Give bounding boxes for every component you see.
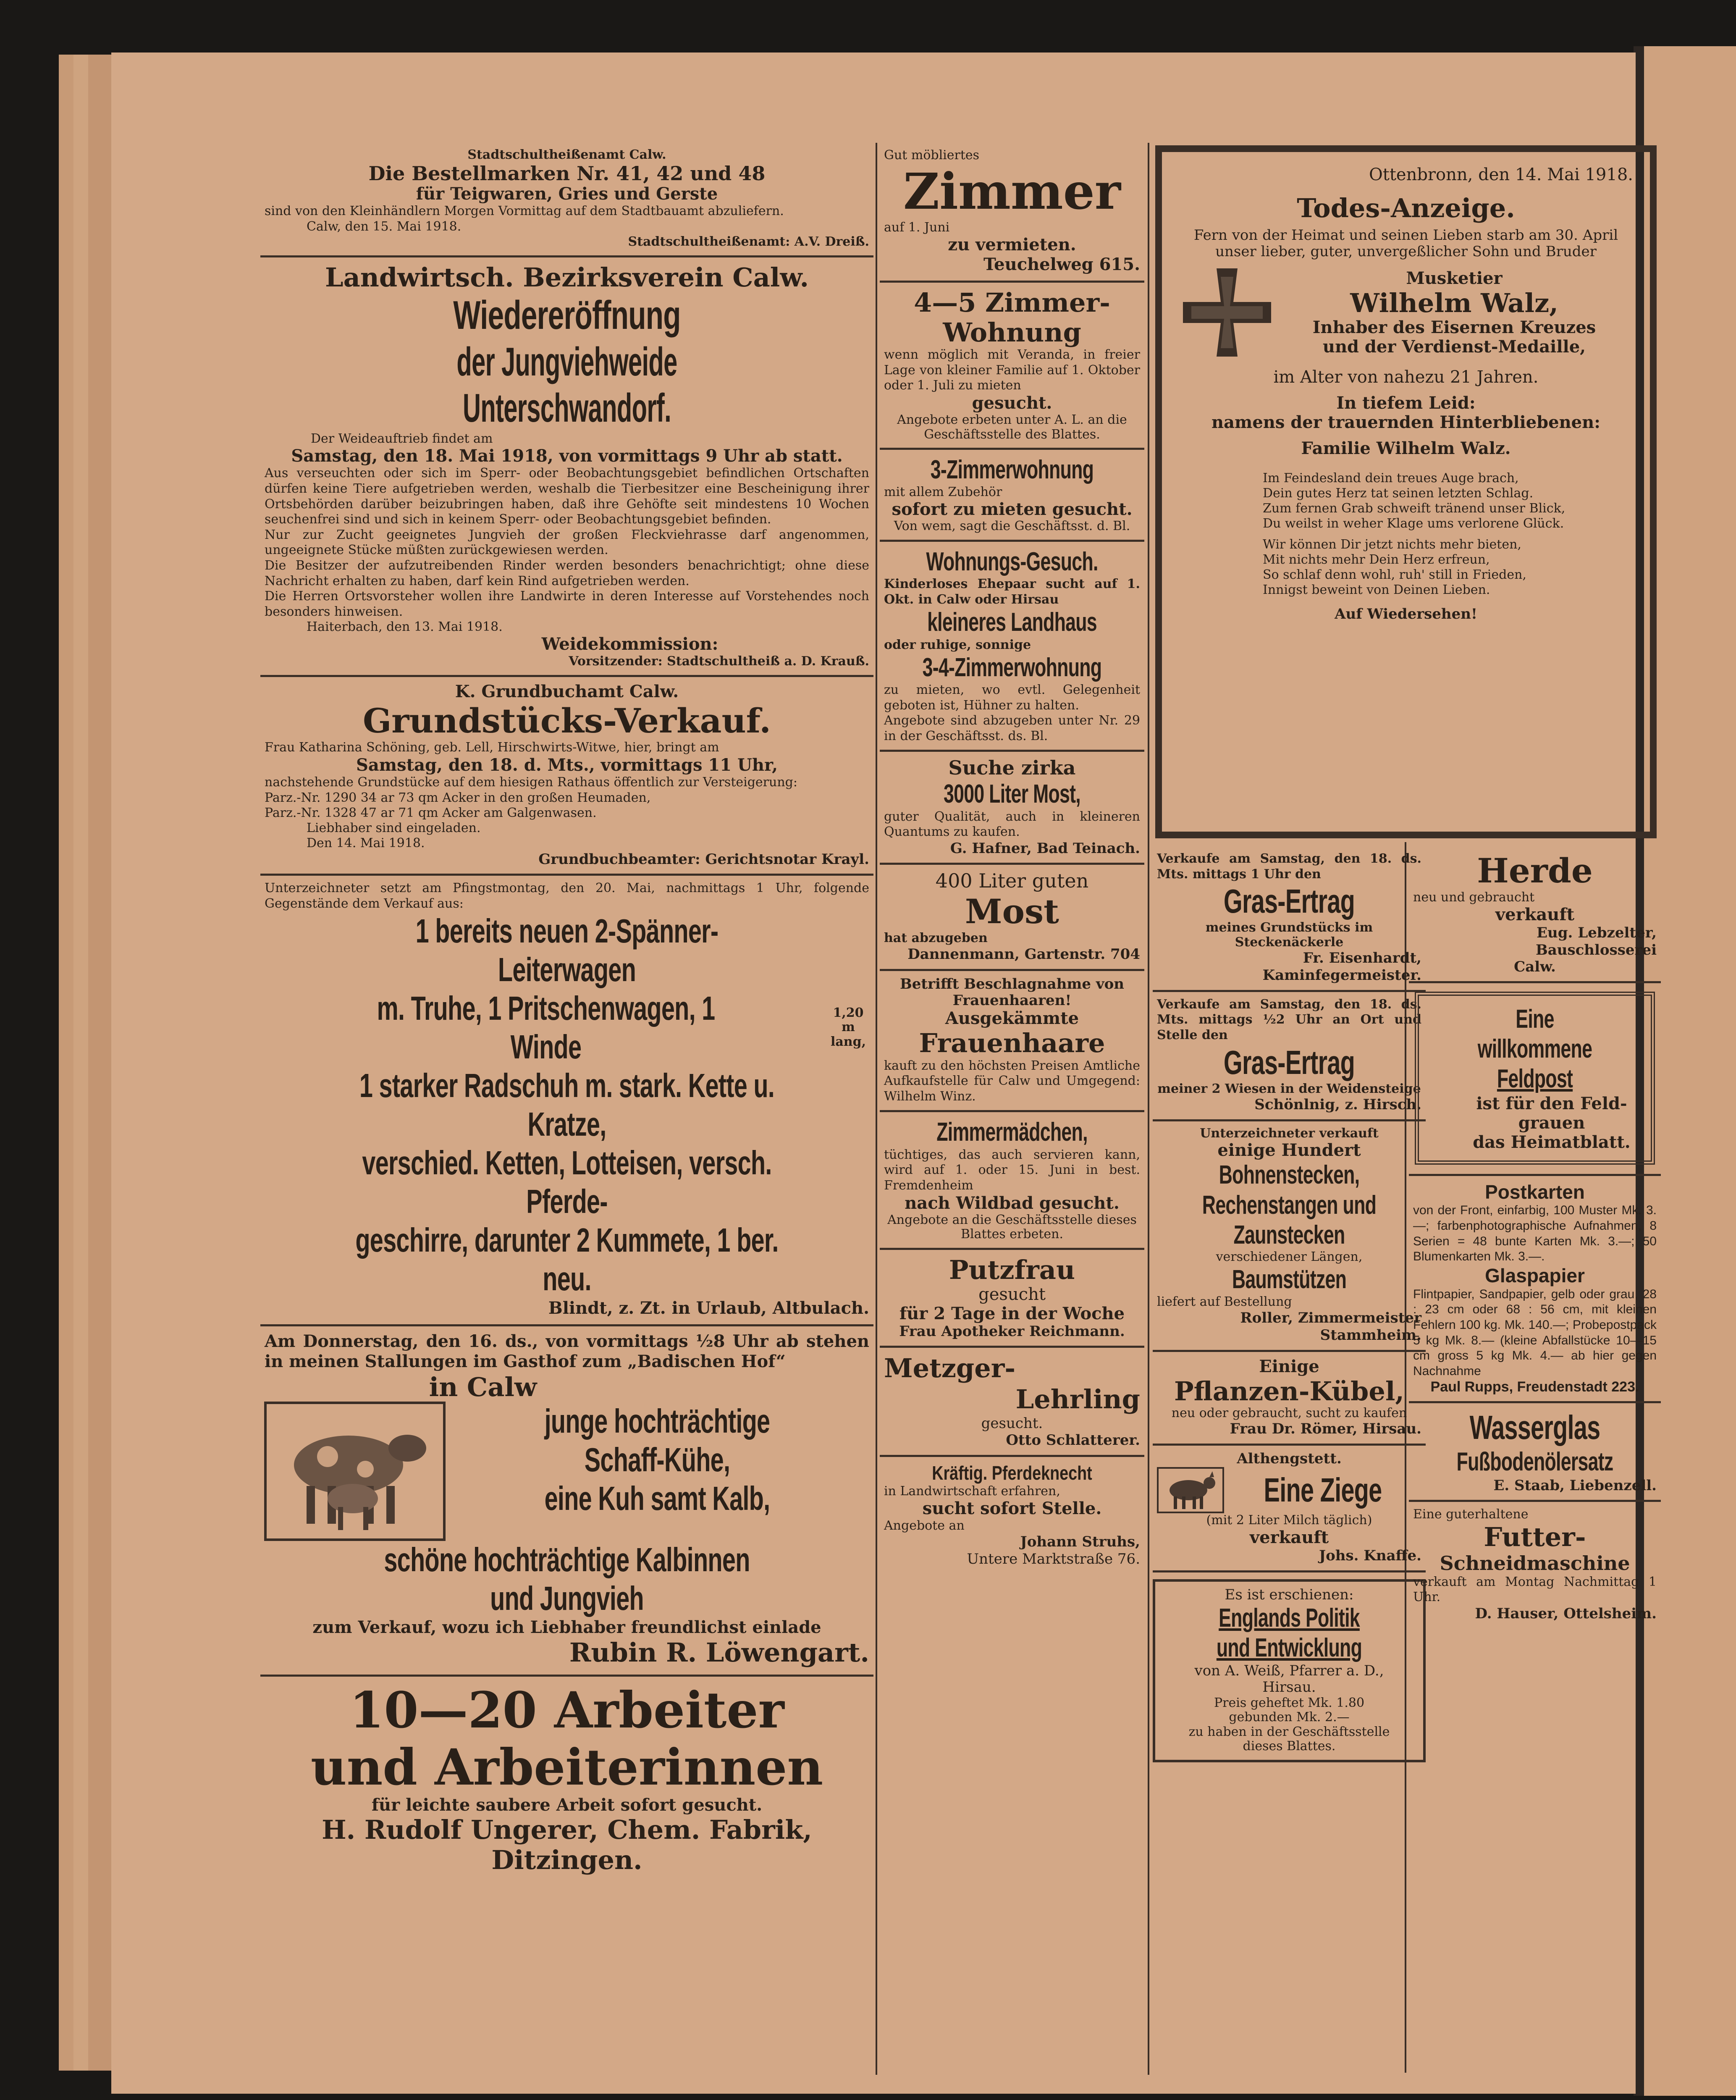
ad-title: Bohnenstecken, (1219, 1160, 1360, 1190)
ad-signature: Johs. Knaffe. (1319, 1547, 1421, 1564)
ad-text: Flintpapier, Sandpapier, gelb oder grau, 28 : 23 cm oder 68 : 56 cm, mit kleinen Fehlern 100 kg. Mk. 140.—; Probepostpack 5 kg Mk. 8.— (kleine Abfallstücke 10—15 cm gross 5 kg Mk. 4.— ab hier gegen Nachnahme (1413, 1287, 1657, 1378)
ad-cow-row (265, 1402, 869, 1541)
ad-text: Gut möbliertes (884, 148, 980, 163)
ad-text: verkauft (1495, 905, 1575, 924)
ad-signature: Calw. (1514, 958, 1556, 975)
ad-signature: Stadtschultheißenamt: A.V. Dreiß. (628, 234, 869, 249)
ad-most-angebot (880, 865, 1144, 971)
ad-item-line: 1 bereits neuen 2-Spänner-Leiterwagen (415, 912, 719, 988)
column-4 (1409, 846, 1661, 2085)
ad-title: Gras-Ertrag (1223, 1043, 1355, 1081)
ad-date-line: Samstag, den 18. d. Mts., vormittags 11 Uhr, (356, 755, 778, 775)
ad-text: sucht sofort Stelle. (922, 1499, 1102, 1519)
ad-3-zimmerwohnung (880, 450, 1144, 542)
ad-text: von A. Weiß, Pfarrer a. D., (1194, 1662, 1384, 1680)
ad-cow-text (445, 1402, 869, 1518)
death-family: Familie Wilhelm Walz. (1301, 438, 1511, 459)
ad-title: Schneidmaschine (1440, 1551, 1630, 1575)
ad-text: Nur zur Zucht geeignetes Jungvieh der großen Fleckviehrasse darf angenommen, ungeeignete Stücke müßten zurückgewiesen werden. (265, 527, 869, 558)
ad-signature: E. Staab, Liebenzell. (1493, 1477, 1657, 1494)
death-rank: Musketier (1406, 268, 1503, 288)
ad-text: Hirsau. (1262, 1679, 1316, 1696)
ad-title: Fußbodenölersatz (1456, 1447, 1613, 1477)
ad-text: Althengstett. (1237, 1450, 1342, 1467)
ad-gras-ertrag-2 (1153, 992, 1426, 1121)
ad-text: gebunden Mk. 2.— (1229, 1710, 1350, 1725)
goat-icon (1157, 1467, 1224, 1513)
ad-text: verkauft (1249, 1527, 1329, 1547)
ad-text: Unterzeichneter verkauft (1200, 1126, 1379, 1141)
ad-item-line: 1 starker Radschuh m. stark. Kette u. Kratze, (359, 1066, 775, 1143)
ad-text: das Heimatblatt. (1473, 1132, 1631, 1152)
ad-wohnungs-gesuch (880, 542, 1144, 752)
ad-header: Stadtschultheißenamt Calw. (467, 147, 666, 162)
ad-signature: Vorsitzender: Stadtschultheiß a. D. Krauß. (569, 654, 869, 669)
ad-item-line: in Calw (429, 1372, 537, 1403)
ad-text: Verkaufe am Samstag, den 18. ds. Mts. mittags ½2 Uhr an Ort und Stelle den (1157, 997, 1421, 1042)
ad-title: Zimmermädchen, (936, 1118, 1088, 1147)
ad-item-line: und Jungvieh (490, 1580, 644, 1617)
ad-title: Most (965, 892, 1059, 932)
ad-signature: Kaminfegermeister. (1262, 966, 1421, 984)
ad-title: Kräftig. Pferdeknecht (932, 1462, 1092, 1484)
ad-signature: Untere Marktstraße 76. (967, 1551, 1140, 1568)
ad-text: mit allem Zubehör (884, 485, 1002, 500)
ad-putzfrau (880, 1250, 1144, 1348)
ad-text: neu und gebraucht (1413, 890, 1535, 905)
ad-feldpost (1409, 983, 1661, 1176)
ad-title: Die Bestellmarken Nr. 41, 42 und 48 (368, 162, 766, 185)
ad-signature: Frau Dr. Römer, Hirsau. (1230, 1420, 1421, 1438)
ad-englands-politik (1153, 1579, 1426, 1762)
ad-header: K. Grundbuchamt Calw. (455, 682, 679, 702)
ad-vieh-verkauf (260, 1326, 873, 1677)
ad-item-line: geschirre, darunter 2 Kummete, 1 ber. neu. (355, 1221, 779, 1297)
ad-text: in Landwirtschaft erfahren, (884, 1484, 1060, 1499)
ad-grundstuecksverkauf (260, 677, 873, 876)
ad-bohnenstecken (1153, 1121, 1426, 1352)
ad-header: Landwirtsch. Bezirksverein Calw. (325, 262, 809, 293)
ad-signature: Paul Rupps, Freudenstadt 223. (1430, 1379, 1639, 1395)
ad-signature: Schönlnig, z. Hirsch. (1254, 1096, 1421, 1113)
death-date: Ottenbronn, den 14. Mai 1918. (1369, 165, 1633, 184)
ad-zimmermaedchen (880, 1112, 1144, 1250)
verse-line: Du weilst in weher Klage ums verlorene Glück. (1263, 516, 1564, 531)
ad-title: und Arbeiterinnen (310, 1738, 823, 1796)
ad-title: Rechenstangen und (1202, 1190, 1377, 1220)
ad-wohnung (880, 283, 1144, 450)
ad-signature: Otto Schlatterer. (1006, 1431, 1140, 1449)
death-closing: Auf Wiedersehen! (1335, 606, 1477, 623)
verse-line: So schlaf denn wohl, ruh' still in Frieden, (1263, 567, 1526, 583)
ad-title: Metzger- (884, 1352, 1016, 1383)
ad-title: Englands Politik (1219, 1603, 1360, 1633)
ad-signature: Rubin R. Löwengart. (569, 1637, 869, 1668)
ad-title: Wasserglas (1469, 1409, 1600, 1446)
ad-text: Kinderloses Ehepaar sucht auf 1. Okt. in Calw oder Hirsau (884, 577, 1140, 607)
ad-text: einige Hundert (1217, 1140, 1361, 1160)
ad-text: dieses Blattes. (1243, 1739, 1336, 1754)
ad-signature: Teuchelweg 615. (983, 254, 1140, 274)
ad-text: zum Verkauf, wozu ich Liebhaber freundlichst einlade (312, 1617, 821, 1638)
ad-pflanzen-kuebel (1153, 1352, 1426, 1446)
ad-item-line: eine Kuh samt Kalb, (544, 1480, 770, 1517)
ad-item-line: Schaff-Kühe, (584, 1441, 730, 1479)
ad-title: Herde (1477, 851, 1593, 890)
ad-ziege-row (1157, 1467, 1421, 1513)
ad-text: meines Grundstücks im Steckenäckerle (1205, 920, 1373, 950)
iron-cross-icon (1179, 264, 1275, 361)
ad-signature: Stammheim. (1320, 1326, 1421, 1344)
ad-text: hat abzugeben (884, 931, 988, 946)
ad-text: tüchtiges, das auch servieren kann, wird auf 1. oder 15. Juni in best. Fremdenheim (884, 1147, 1140, 1193)
ad-text: Die Besitzer der aufzutreibenden Rinder werden besonders benachrichtigt; ohne diese Nachricht erhalten zu haben, darf kein Rind aufgetrieben werden. (265, 558, 869, 588)
ad-text: grauen (1518, 1113, 1585, 1133)
ad-text: Einige (1259, 1356, 1319, 1376)
ad-futter-schneidmaschine (1409, 1502, 1661, 1628)
ad-text: zu vermieten. (948, 234, 1076, 255)
ad-text: von der Front, einfarbig, 100 Muster Mk. 3.—; farbenphotographische Aufnahmen, 8 Serien = 48 bunte Karten Mk. 3.—; 50 Blumenkarten Mk. 3.—. (1413, 1203, 1657, 1264)
ad-title: Gras-Ertrag (1223, 882, 1355, 920)
ad-wasserglas (1409, 1403, 1661, 1502)
ad-text: Angebote sind abzugeben unter Nr. 29 in der Geschäftsst. ds. Bl. (884, 713, 1140, 743)
ad-title: Glaspapier (1485, 1264, 1585, 1286)
column-rule (876, 143, 877, 2075)
ad-text: Frau Katharina Schöning, geb. Lell, Hirschwirts-Witwe, hier, bringt am (265, 740, 719, 755)
ad-text: Ausgekämmte (945, 1008, 1079, 1029)
column-3 (1153, 846, 1426, 2085)
ad-item-row (265, 989, 869, 1066)
ad-item-line: m. Truhe, 1 Pritschenwagen, 1 Winde (377, 989, 715, 1066)
column-rule (1148, 143, 1149, 2075)
verse-line: Dein gutes Herz tat seinen letzten Schlag. (1263, 486, 1534, 501)
verse-line: Wir können Dir jetzt nichts mehr bieten, (1263, 537, 1521, 552)
ad-text: nachstehende Grundstücke auf dem hiesigen Rathaus öffentlich zur Versteigerung: (265, 774, 797, 790)
ad-text: Parz.-Nr. 1328 47 ar 71 qm Acker am Galgenwasen. (265, 805, 597, 820)
ad-zimmer (880, 143, 1144, 283)
ad-text: meiner 2 Wiesen in der Weidensteige (1157, 1081, 1421, 1096)
ad-text: kauft zu den höchsten Preisen Amtliche Aufkaufstelle für Calw und Umgegend: Wilhelm Winz. (884, 1058, 1140, 1104)
ad-text: wenn möglich mit Veranda, in freier Lage von kleiner Familie auf 1. Oktober oder 1. Juli zu mieten (884, 347, 1140, 393)
death-title: Todes-Anzeige. (1297, 193, 1515, 223)
ad-title: Futter- (1484, 1522, 1586, 1553)
ad-text: Unterzeichneter setzt am Pfingstmontag, den 20. Mai, nachmittags 1 Uhr, folgende Gegenstände dem Verkauf aus: (265, 881, 869, 911)
ad-title: Wohnungs-Gesuch. (926, 547, 1098, 576)
ad-text: Von wem, sagt die Geschäftsst. d. Bl. (894, 519, 1130, 534)
ad-pferdeknecht (880, 1457, 1144, 1574)
ad-text: sind von den Kleinhändlern Morgen Vormittag auf dem Stadtbauamt abzuliefern. (265, 204, 784, 219)
ad-text: Am Donnerstag, den 16. ds., von vormittags ½8 Uhr ab stehen in meinen Stallungen im Gasthof zum „Badischen Hof“ (265, 1331, 869, 1372)
ad-text: Suche zirka (948, 756, 1076, 780)
ad-text: Liebhaber sind eingeladen. (307, 820, 481, 835)
verse-line: Im Feindesland dein treues Auge brach, (1263, 471, 1519, 486)
ad-title: Frauenhaare (919, 1028, 1105, 1059)
ad-title: Putzfrau (949, 1254, 1075, 1285)
ad-signature: H. Rudolf Ungerer, Chem. Fabrik, Ditzingen. (322, 1814, 812, 1875)
ad-signature: Eug. Lebzelter, Bauschlosserei (1535, 924, 1657, 958)
death-name-row (1179, 264, 1633, 361)
ad-text: Parz.-Nr. 1290 34 ar 73 qm Acker in den großen Heumaden, (265, 790, 651, 805)
ad-text: neu oder gebraucht, sucht zu kaufen (1171, 1405, 1407, 1420)
ad-text: Aus verseuchten oder sich im Sperr- oder Beobachtungsgebiet befindlichen Ortschaften dürfen keine Tiere aufgetrieben werden, weshalb die Tierbesitzer eine Bescheinigung ihrer Ortsbehörden darüber beizubringen haben, daß ihre Gehöfte seit mindestens 10 Wochen seuchenfrei sind und sich in keinem Sperr- oder Beobachtungsgebiet befinden. (265, 466, 869, 527)
ad-signature: Roller, Zimmermeister (1240, 1310, 1421, 1327)
ornament-frame (1415, 992, 1655, 1165)
death-notice-frame (1155, 145, 1657, 838)
ad-signature: Frau Apotheker Reichmann. (899, 1323, 1125, 1340)
verse-line: Innigst beweint von Deinen Lieben. (1263, 583, 1490, 598)
ad-title: Grundstücks-Verkauf. (362, 701, 771, 741)
ad-signature: Blindt, z. Zt. in Urlaub, Altbulach. (548, 1298, 869, 1318)
ad-arbeiter (260, 1677, 873, 1881)
ad-text: 400 Liter guten (935, 869, 1089, 892)
ad-title: 3-Zimmerwohnung (930, 455, 1094, 485)
ad-title: Zimmer (903, 162, 1121, 220)
ad-bestellmarken (260, 143, 873, 257)
ad-text: Preis geheftet Mk. 1.80 (1214, 1695, 1365, 1710)
ad-text: Betrifft Beschlagnahme von Frauenhaaren! (899, 976, 1125, 1009)
death-text: namens der trauernden Hinterbliebenen: (1212, 412, 1600, 433)
ad-title: Wohnung (943, 317, 1081, 348)
ad-title: Eine willkommene (1477, 1004, 1592, 1063)
death-name-block (1275, 269, 1633, 357)
ad-date-line: Samstag, den 18. Mai 1918, von vormittags 9 Uhr ab statt. (291, 446, 843, 466)
ad-title: Postkarten (1485, 1181, 1585, 1203)
ad-title: 10—20 Arbeiter (349, 1680, 784, 1739)
ad-signature: Fr. Eisenhardt, (1303, 950, 1421, 967)
ad-gras-ertrag-1 (1153, 846, 1426, 992)
ad-text: verkauft am Montag Nachmittag 1 Uhr. (1413, 1574, 1657, 1605)
verse-line: Mit nichts mehr Dein Herz erfreun, (1263, 552, 1490, 567)
ad-wagen-verkauf (260, 876, 873, 1326)
ad-text: zu mieten, wo evtl. Gelegenheit geboten ist, Hühner zu halten. (884, 682, 1140, 713)
column-2 (880, 143, 1144, 2092)
newspaper-page (111, 52, 1657, 2094)
ad-postkarten (1409, 1176, 1661, 1404)
ad-text: auf 1. Juni (884, 220, 950, 235)
ad-text: guter Qualität, auch in kleineren Quantums zu kaufen. (884, 809, 1140, 840)
ad-metzger-lehrling (880, 1348, 1144, 1457)
death-text: und der Verdienst-Medaille, (1322, 337, 1586, 357)
ad-title: 4—5 Zimmer- (914, 287, 1110, 318)
ad-title: Lehrling (1015, 1384, 1140, 1415)
ad-title: der Jungviehweide Unterschwandorf. (456, 339, 677, 431)
ad-title: und Entwicklung (1216, 1633, 1362, 1663)
ad-ziege (1153, 1446, 1426, 1572)
ad-title: kleineres Landhaus (927, 608, 1097, 637)
death-text: Inhaber des Eisernen Kreuzes (1312, 318, 1596, 338)
ad-text: Eine guterhaltene (1413, 1507, 1529, 1522)
ad-most-gesuch (880, 752, 1144, 865)
ad-item-line: verschied. Ketten, Lotteisen, versch. Pferde- (362, 1144, 772, 1220)
ad-title: Feldpost (1497, 1064, 1573, 1094)
ad-signature: Dannenmann, Gartenstr. 704 (907, 946, 1140, 963)
ad-date: Calw, den 15. Mai 1918. (307, 219, 462, 234)
ad-text: Der Weideauftrieb findet am (311, 431, 493, 446)
ad-signature: Grundbuchbeamter: Gerichtsnotar Krayl. (538, 850, 869, 868)
ad-text: liefert auf Bestellung (1157, 1294, 1292, 1310)
ad-text: Angebote an die Geschäftsstelle dieses Blattes erbeten. (887, 1212, 1137, 1242)
ad-text: für 2 Tage in der Woche (899, 1303, 1125, 1323)
ad-text: Verkaufe am Samstag, den 18. ds. Mts. mittags 1 Uhr den (1157, 851, 1421, 882)
ad-text: oder ruhige, sonnige (884, 637, 1031, 652)
ad-title: Zaunstecken (1233, 1220, 1345, 1250)
column-1 (260, 143, 873, 2092)
ad-item-note: 1,20 m lang, (830, 1005, 866, 1049)
ad-text: Die Herren Ortsvorsteher wollen ihre Landwirte in deren Interesse auf Vorstehendes noch besonders hinweisen. (265, 589, 869, 619)
ad-date: Den 14. Mai 1918. (307, 835, 425, 850)
ad-title: für Teigwaren, Gries und Gerste (416, 184, 718, 204)
ad-text: Angebote erbeten unter A. L. an die Geschäftsstelle des Blattes. (897, 412, 1127, 442)
death-verse (1179, 471, 1633, 598)
ad-item-line: schöne hochträchtige Kalbinnen (384, 1541, 750, 1579)
ad-text: zu haben in der Geschäftsstelle (1188, 1724, 1390, 1739)
ad-text: Angebote an (884, 1518, 965, 1533)
ad-frauenhaare (880, 971, 1144, 1112)
ad-text: sofort zu mieten gesucht. (892, 499, 1133, 520)
ad-text: nach Wildbad gesucht. (905, 1193, 1120, 1213)
ad-title: Eine Ziege (1264, 1471, 1382, 1509)
ad-text: Es ist erschienen: (1225, 1586, 1354, 1603)
ad-title: 3000 Liter Most, (944, 780, 1080, 809)
ad-signature: Johann Struhs, (1020, 1533, 1140, 1551)
death-text: Fern von der Heimat und seinen Lieben starb am 30. April unser lieber, guter, unvergeßlicher Sohn und Bruder (1193, 227, 1618, 260)
ad-title: Baumstützen (1232, 1265, 1347, 1294)
ad-signature: D. Hauser, Ottelsheim. (1475, 1605, 1657, 1622)
ad-signature: Weidekommission: (541, 634, 719, 654)
ad-text: gesucht. (972, 393, 1052, 413)
ad-title: Pflanzen-Kübel, (1174, 1376, 1404, 1407)
ad-signature: G. Hafner, Bad Teinach. (950, 840, 1140, 857)
ad-text: gesucht (978, 1284, 1046, 1304)
ad-title: 3-4-Zimmerwohnung (922, 653, 1102, 682)
death-notice (1153, 143, 1657, 843)
ad-item-line: junge hochträchtige (544, 1402, 770, 1440)
ad-title: Wiedereröffnung (453, 293, 681, 338)
death-name: Wilhelm Walz, (1350, 287, 1558, 318)
verse-line: Zum fernen Grab schweift tränend unser Blick, (1263, 501, 1566, 516)
ad-text: für leichte saubere Arbeit sofort gesucht. (371, 1795, 763, 1815)
ad-date: Haiterbach, den 13. Mai 1918. (307, 620, 503, 635)
cow-icon (265, 1402, 445, 1541)
death-text: In tiefem Leid: (1336, 393, 1476, 413)
ad-text: ist für den Feld- (1476, 1093, 1627, 1113)
ad-text: gesucht. (981, 1415, 1043, 1432)
ad-text: (mit 2 Liter Milch täglich) (1206, 1513, 1372, 1528)
ad-herde (1409, 846, 1661, 983)
death-text: im Alter von nahezu 21 Jahren. (1273, 368, 1539, 387)
ad-jungviehweide (260, 257, 873, 677)
ad-text: verschiedener Längen, (1216, 1250, 1363, 1265)
